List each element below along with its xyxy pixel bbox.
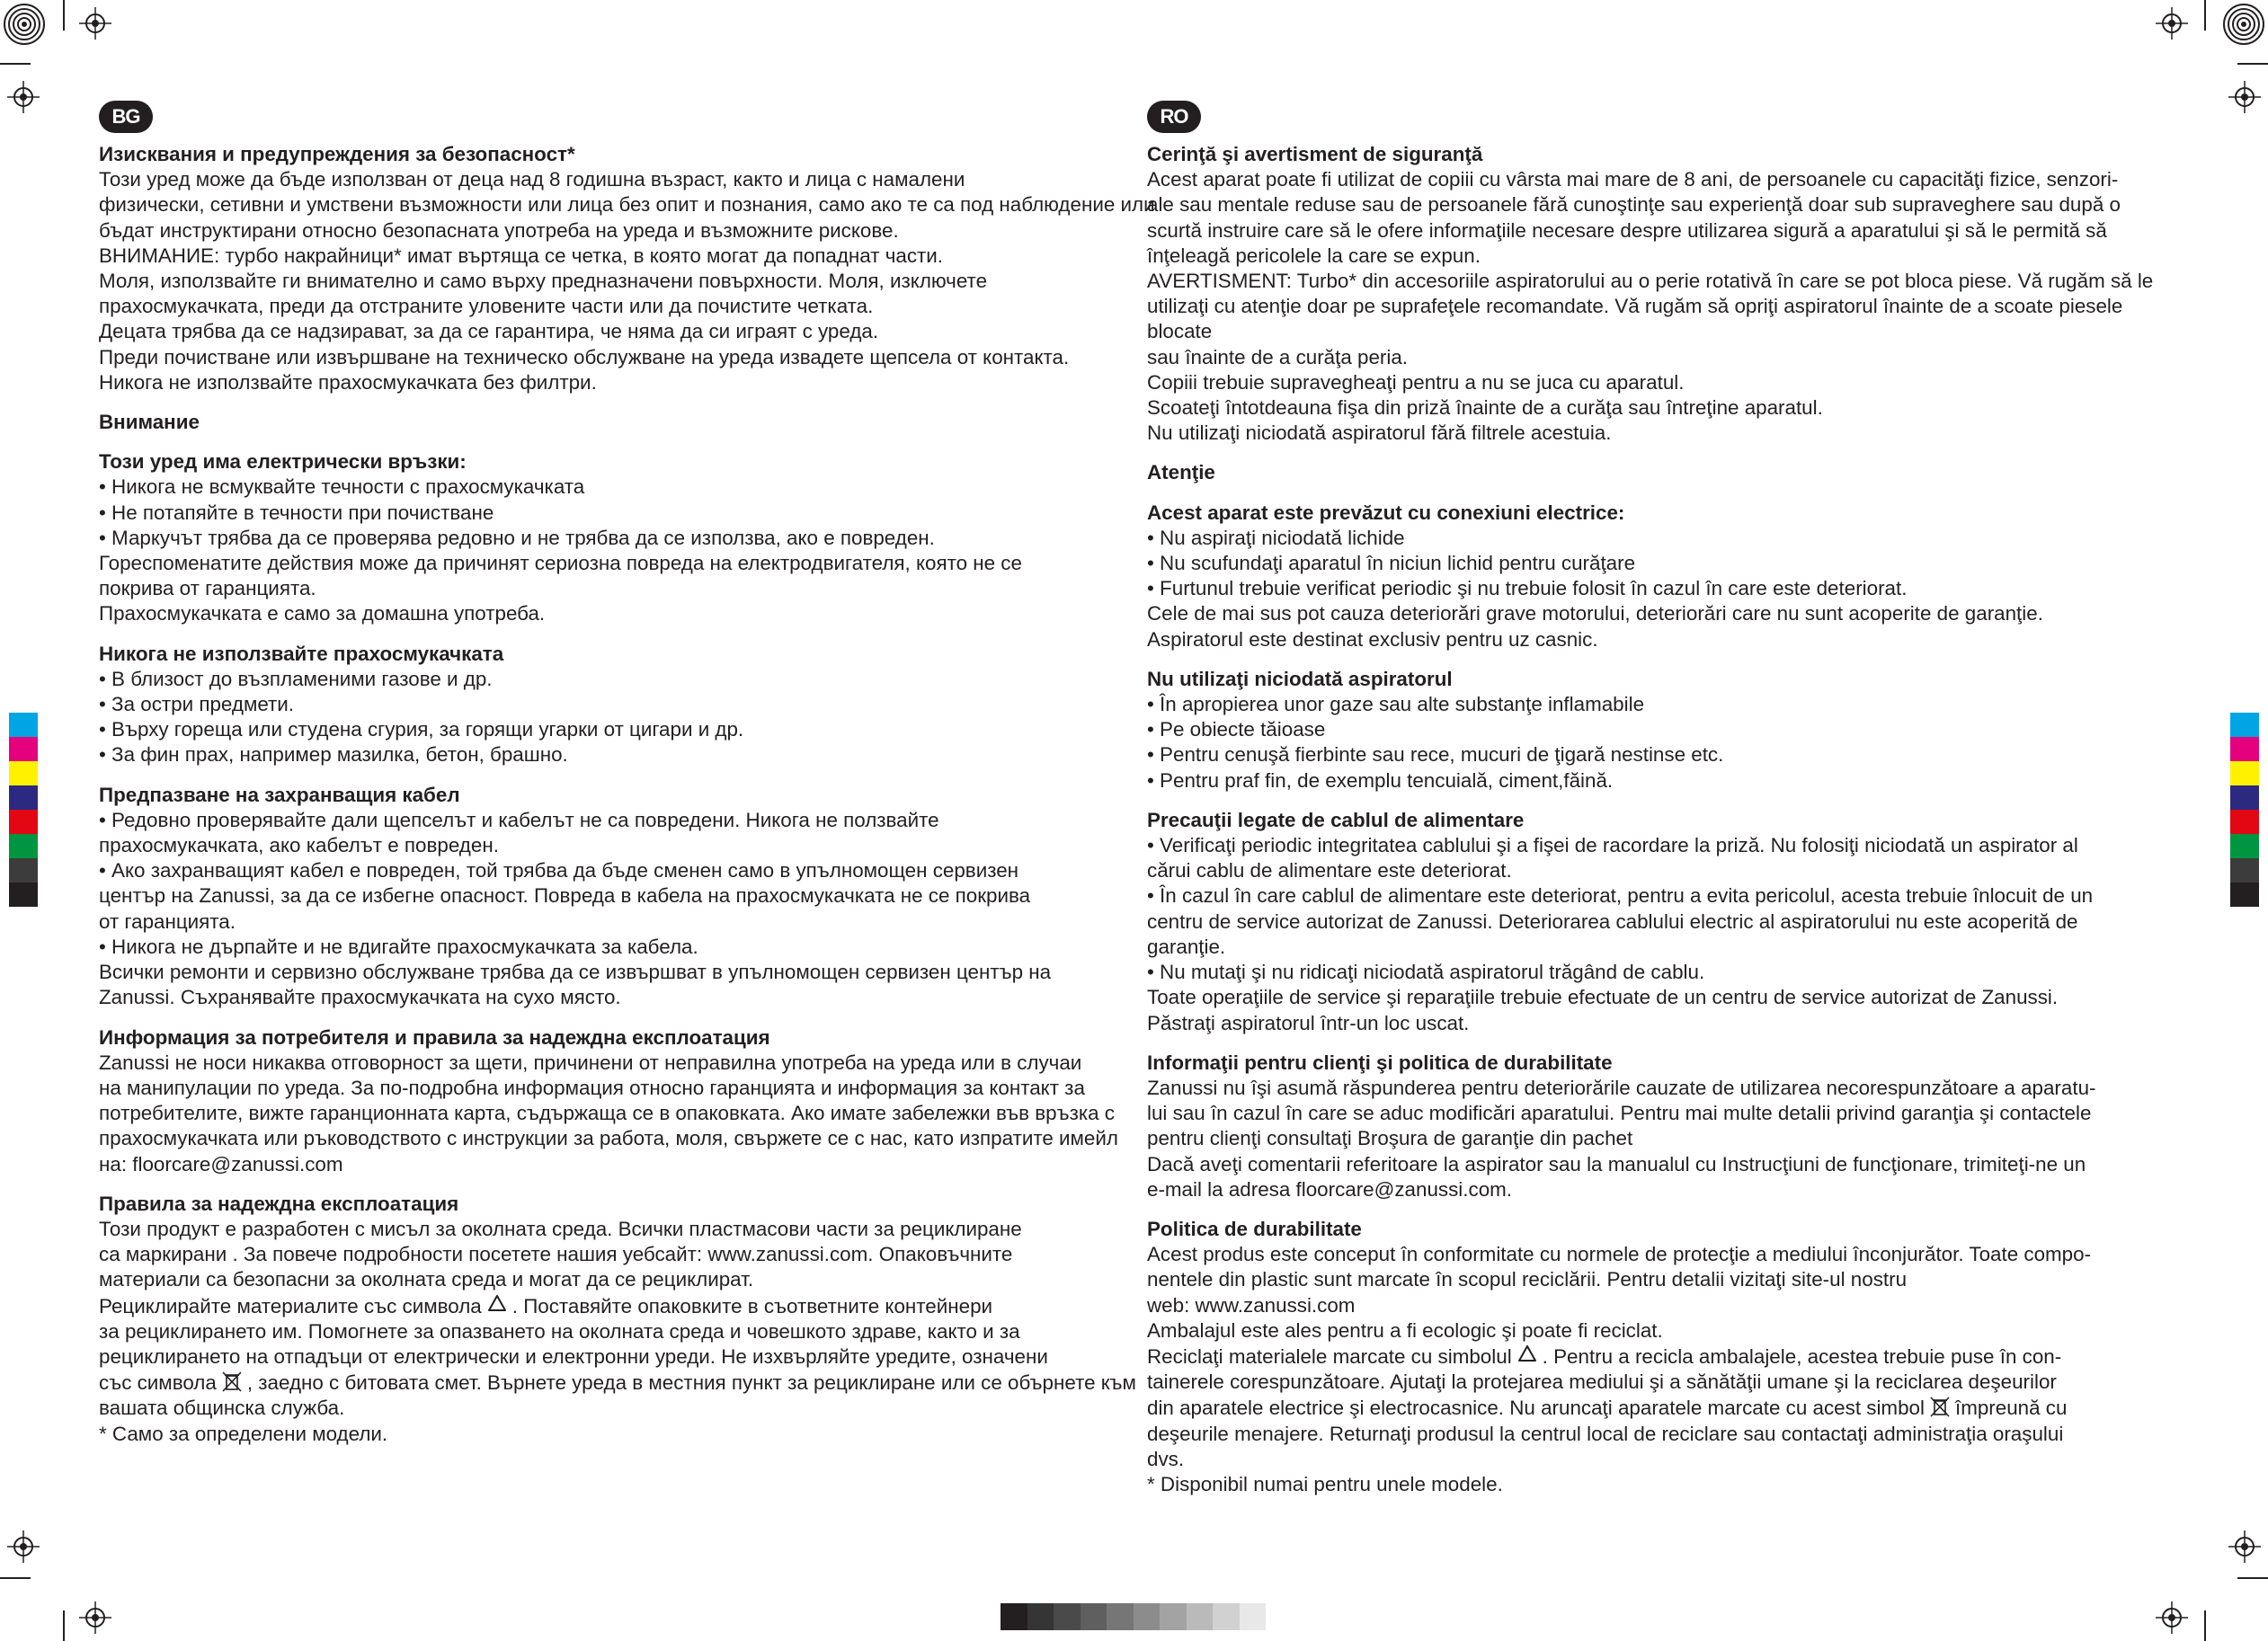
registration-mark-icon — [2156, 7, 2188, 40]
body-line: web: www.zanussi.com — [1147, 1293, 1356, 1317]
body-line: AVERTISMENT: Turbo* din accesoriile aspiratorului au o perie rotativă în care se pot bloca piese. Vă rugăm să le — [1147, 270, 2154, 293]
body-line: • Върху гореща или студена сгурия, за горящи угарки от цигари и др. — [99, 718, 744, 741]
body-line: • Никога не всмуквайте течности с прахосмукачката — [99, 475, 585, 499]
color-swatch — [2230, 713, 2259, 737]
section — [1147, 501, 2172, 652]
body-line: Гореспоменатите действия може да причинят сериозна повреда на електродвигателя, която не се — [99, 552, 1022, 575]
body-line: покрива от гаранцията. — [99, 577, 316, 600]
section-title: Правила за надеждна експлоатация — [99, 1192, 459, 1215]
body-line: Nu utilizaţi niciodată aspiratorul fără filtrele acestuia. — [1147, 421, 1612, 445]
gray-swatch — [1134, 1603, 1161, 1630]
gray-swatch — [1240, 1603, 1267, 1630]
body-line: * Само за определени модели. — [99, 1422, 388, 1445]
body-line: Dacă aveţi comentarii referitoare la aspirator sau la manualul cu Instrucţiuni de funcţionare, trimiteţi-ne un — [1147, 1152, 2086, 1175]
body-line: Cele de mai sus pot cauza deteriorări grave motorului, deteriorări care nu sunt acoperite de garanţie. — [1147, 602, 2043, 625]
body-line: Никога не използвайте прахосмукачката без филтри. — [99, 370, 597, 394]
body-line: Прахосмукачката е само за домашна употреба. — [99, 602, 546, 625]
color-swatch — [9, 858, 38, 883]
gray-swatch — [1213, 1603, 1240, 1630]
color-swatch — [9, 713, 38, 737]
body-line: ВНИМАНИЕ: турбо накрайници* имат въртяща се четка, в която могат да попаднат части. — [99, 244, 944, 267]
registration-mark-icon — [2156, 1601, 2188, 1634]
disposal-line — [99, 1370, 1155, 1396]
body-line: вашата общинска служба. — [99, 1397, 345, 1420]
disposal-line — [1147, 1395, 2172, 1421]
body-line: • Маркучът трябва да се проверява редовно и не трябва да се използва, ако е повреден. — [99, 526, 935, 549]
section-title: Внимание — [99, 411, 200, 434]
section-title: Nu utilizaţi niciodată aspiratorul — [1147, 667, 1453, 690]
gray-swatch — [1081, 1603, 1107, 1630]
recycle-icon — [485, 1293, 509, 1317]
trim-mark — [63, 0, 65, 31]
body-line: на манипулации по уреда. За по-подробна информация относно гаранцията и информация за контакт за — [99, 1076, 1085, 1099]
color-swatch — [9, 761, 38, 785]
registration-mark-icon — [2221, 2, 2266, 47]
gray-swatch — [1107, 1603, 1134, 1630]
registration-mark-icon — [7, 81, 40, 113]
registration-mark-icon — [2, 2, 47, 47]
body-line: e-mail la adresa floorcare@zanussi.com. — [1147, 1177, 1513, 1201]
body-line: deşeurile menajere. Returnaţi produsul la centrul local de reciclare sau contactaţi administraţia oraşului — [1147, 1422, 2064, 1445]
body-line: • Nu scufundaţi aparatul în niciun lichid pentru curăţare — [1147, 552, 1636, 575]
body-line: за рециклирането им. Помогнете за опазването на околната среда и човешкото здраве, както и за — [99, 1319, 1020, 1343]
registration-mark-icon — [2228, 81, 2261, 113]
body-line: • Ако захранващият кабел е повреден, той трябва да бъде сменен само в упълномощен сервизен — [99, 859, 1019, 883]
body-line: център на Zanussi, за да се избегне опасност. Повреда в кабела на прахосмукачката не се покрива — [99, 884, 1031, 908]
registration-mark-icon — [2228, 1530, 2261, 1563]
color-swatch — [9, 737, 38, 761]
section — [99, 449, 1155, 626]
gray-swatch — [1054, 1603, 1081, 1630]
recycle-line — [1147, 1344, 2172, 1370]
section-title: Cerinţă şi avertisment de siguranţă — [1147, 143, 1483, 165]
color-bar-left — [9, 713, 38, 907]
body-line: Този продукт е разработен с мисъл за околната среда. Всички пластмасови части за рециклиране — [99, 1217, 1022, 1240]
body-line: • Никога не дърпайте и не вдигайте прахосмукачката за кабела. — [99, 935, 698, 958]
body-line: рециклирането на отпадъци от електрически и електронни уреди. Не изхвърляйте уредите, означени — [99, 1344, 1048, 1368]
body-line: • Furtunul trebuie verificat periodic şi nu trebuie folosit în cazul în care este deteriorat. — [1147, 577, 1908, 600]
inline-text: Reciclaţi materialele marcate cu simbolul — [1147, 1344, 1512, 1368]
body-line: прахосмукачката или ръководството с инструкции за работа, моля, свържете се с нас, като изпратите имейл — [99, 1127, 1118, 1150]
section-title: Изисквания и предупреждения за безопасност* — [99, 143, 575, 165]
section-title: Предпазване на захранващия кабел — [99, 783, 460, 806]
color-swatch — [2230, 883, 2259, 907]
section — [1147, 460, 2172, 485]
body-line: Aspiratorul este destinat exclusiv pentru uz casnic. — [1147, 627, 1598, 651]
body-line: физически, сетивни и умствени възможности или лица без опит и познания, само ако те са под наблюдение или — [99, 193, 1155, 217]
body-line: • Verificaţi periodic integritatea cablului şi a fişei de racordare la priză. Nu folosiţi niciodată un aspirator al — [1147, 834, 2078, 857]
body-line: • Pentru cenuşă fierbinte sau rece, mucuri de ţigară nestinse etc. — [1147, 743, 1724, 767]
section — [99, 1192, 1155, 1447]
body-line: прахосмукачката, ако кабелът е повреден. — [99, 834, 499, 857]
body-line: cărui cablu de alimentare este deteriorat. — [1147, 859, 1512, 883]
body-line: Преди почистване или извършване на техническо обслужване на уреда извадете щепсела от контакта. — [99, 345, 1070, 368]
section — [1147, 1051, 2172, 1202]
section — [99, 783, 1155, 1011]
body-line: înţeleagă pericolele la care se expun. — [1147, 244, 1481, 267]
body-line: Copiii trebuie supravegheaţi pentru a nu se juca cu aparatul. — [1147, 370, 1685, 394]
section-title: Този уред има електрически връзки: — [99, 450, 467, 474]
body-line: Ambalajul este ales pentru a fi ecologic şi poate fi reciclat. — [1147, 1318, 1663, 1342]
body-line: Zanussi. Съхранявайте прахосмукачката на сухо място. — [99, 986, 621, 1009]
body-line: материали са безопасни за околната среда и могат да се рециклират. — [99, 1268, 754, 1291]
body-line: Zanussi nu îşi asumă răspunderea pentru deteriorările cauzate de utilizarea necorespunzătoare a aparatu- — [1147, 1076, 2096, 1099]
inline-text: . Pentru a recicla ambalajele, acestea trebuie puse în con- — [1542, 1344, 2062, 1368]
section — [99, 1025, 1155, 1177]
body-line: Всички ремонти и сервизно обслужване трябва да се извършват в упълномощен сервизен център на — [99, 961, 1052, 984]
color-swatch — [2230, 834, 2259, 858]
body-line: • За остри предмети. — [99, 693, 295, 716]
body-line: • Nu aspiraţi niciodată lichide — [1147, 526, 1405, 549]
body-line: • În cazul în care cablul de alimentare este deteriorat, pentru a evita pericolul, acesta trebuie înlocuit de un — [1147, 884, 2094, 908]
gray-swatch — [1001, 1603, 1027, 1630]
body-line: * Disponibil numai pentru unele modele. — [1147, 1472, 1503, 1495]
color-swatch — [2230, 810, 2259, 834]
body-line: centru de service autorizat de Zanussi. Deteriorarea cablului electric al aspiratorului nu este acoperită de — [1147, 909, 2078, 933]
body-line: Моля, използвайте ги внимателно и само върху предназначени повърхности. Моля, изключете — [99, 270, 988, 293]
body-line: • За фин прах, например мазилка, бетон, брашно. — [99, 743, 568, 767]
body-line: • Не потапяйте в течности при почистване — [99, 501, 494, 524]
registration-mark-icon — [7, 1530, 40, 1563]
body-line: • В близост до възпламеними газове и др. — [99, 667, 493, 690]
body-line: са маркирани . За повече подробности посетете нашия уебсайт: www.zanussi.com. Опаковъчните — [99, 1243, 1013, 1266]
grayscale-bar — [1001, 1603, 1266, 1630]
section — [1147, 808, 2172, 1036]
recycle-icon — [1516, 1344, 1539, 1367]
body-line: Păstraţi aspiratorul într-un loc uscat. — [1147, 1011, 1470, 1034]
recycle-line — [99, 1293, 1155, 1319]
section — [99, 410, 1155, 435]
body-line: • Nu mutaţi şi nu ridicaţi niciodată aspiratorul trăgând de cablu. — [1147, 961, 1705, 984]
section — [1147, 667, 2172, 794]
inline-text: din aparatele electrice şi electrocasnice. Nu aruncaţi aparatele marcate cu acest simbol — [1147, 1397, 1925, 1420]
inline-text: Рециклирайте материалите със символа — [99, 1294, 482, 1317]
trim-mark — [0, 63, 31, 65]
registration-mark-icon — [79, 1601, 111, 1634]
body-line: • Pentru praf fin, de exemplu tencuială, ciment,făină. — [1147, 768, 1614, 792]
section-title: Никога не използвайте прахосмукачката — [99, 642, 504, 665]
crossed-bin-icon — [220, 1370, 244, 1393]
body-line: прахосмукачката, преди да отстраните уловените части или да почистите четката. — [99, 295, 874, 318]
body-line: Toate operaţiile de service şi reparaţiile trebuie efectuate de un centru de service autorizat de Zanussi. — [1147, 986, 2059, 1009]
body-line: Децата трябва да се надзирават, за да се гарантира, че няма да си играят с уреда. — [99, 320, 879, 343]
body-line: Acest produs este conceput în conformitate cu normele de protecţie a mediului înconjurător. Toate compo- — [1147, 1243, 2092, 1266]
section — [99, 642, 1155, 768]
body-line: tainerele corespunzătoare. Ajutaţi la protejarea mediului şi a sănătăţii umane şi la reciclarea deşeurilor — [1147, 1370, 2057, 1394]
body-line: Zanussi не носи никаква отговорност за щети, причинени от неправилна употреба на уреда или в случаи — [99, 1051, 1082, 1074]
registration-mark-icon — [79, 7, 111, 40]
trim-mark — [63, 1610, 65, 1641]
section — [1147, 1217, 2172, 1497]
body-line: sau înainte de a curăţa peria. — [1147, 345, 1409, 368]
trim-mark — [2204, 0, 2206, 31]
section-title: Informaţii pentru clienţi şi politica de durabilitate — [1147, 1051, 1613, 1074]
body-line: pentru clienţi consultaţi Broşura de garanţie din pachet — [1147, 1127, 1633, 1150]
section — [99, 142, 1155, 395]
inline-text: împreună cu — [1954, 1397, 2068, 1420]
body-line: utilizaţi cu atenţie doar pe suprafeţele recomandate. Vă rugăm să opriţi aspiratorul înainte de a scoate piesele blocate — [1147, 295, 2123, 343]
section-title: Информация за потребителя и правила за надеждна експлоатация — [99, 1025, 770, 1049]
body-line: garanţie. — [1147, 935, 1226, 958]
body-line: на: floorcare@zanussi.com — [99, 1152, 343, 1175]
language-badge-bg: BG — [99, 101, 153, 133]
color-swatch — [2230, 785, 2259, 810]
inline-text: , заедно с битовата смет. Върнете уреда в местния пункт за рециклиране или се обърнете към — [246, 1371, 1136, 1395]
color-swatch — [2230, 761, 2259, 785]
color-swatch — [9, 883, 38, 907]
section-title: Precauţii legate de cablul de alimentare — [1147, 808, 1525, 831]
inline-text: със символа — [99, 1371, 217, 1395]
body-line: потребителите, вижте гаранционната карта, съдържаща се в опаковката. Ако имате забележки във връзка с — [99, 1102, 1115, 1125]
color-swatch — [2230, 737, 2259, 761]
crossed-bin-icon — [1928, 1395, 1952, 1418]
body-line: Acest aparat poate fi utilizat de copiii cu vârsta mai mare de 8 ani, de persoanele cu capacităţi fizice, senzori- — [1147, 168, 2119, 191]
body-line: • Pe obiecte tăioase — [1147, 718, 1326, 741]
gray-swatch — [1160, 1603, 1187, 1630]
section — [1147, 142, 2172, 446]
body-line: scurtă instruire care să le ofere informaţiile necesare despre utilizarea sigură a aparatului şi să le permită să — [1147, 218, 2107, 242]
gray-swatch — [1027, 1603, 1054, 1630]
body-line: • În apropierea unor gaze sau alte substanţe inflamabile — [1147, 693, 1645, 716]
color-bar-right — [2230, 713, 2259, 907]
color-swatch — [9, 810, 38, 834]
body-line: nentele din plastic sunt marcate în scopul reciclării. Pentru detalii vizitaţi site-ul nostru — [1147, 1268, 1908, 1291]
section-title: Politica de durabilitate — [1147, 1217, 1362, 1240]
color-swatch — [2230, 858, 2259, 883]
bulgarian-column — [99, 99, 1155, 1461]
body-line: от гаранцията. — [99, 909, 236, 933]
gray-swatch — [1187, 1603, 1214, 1630]
body-line: Scoateţi întotdeauna fişa din priză înainte de a curăţa sau întreţine aparatul. — [1147, 396, 1823, 420]
body-line: Този уред може да бъде използван от деца над 8 годишна възраст, както и лица с намалени — [99, 168, 965, 191]
body-line: ale sau mentale reduse sau de persoanele fără cunoştinţe sau experienţă doar sub supraveghere sau după o — [1147, 193, 2121, 217]
trim-mark — [2204, 1610, 2206, 1641]
body-line: • Редовно проверявайте дали щепселът и кабелът не са повредени. Никога не ползвайте — [99, 808, 939, 831]
color-swatch — [9, 785, 38, 810]
body-line: dvs. — [1147, 1447, 1185, 1470]
body-line: бъдат инструктирани относно безопасната употреба на уреда и възможните рискове. — [99, 218, 899, 242]
language-badge-ro: RO — [1147, 101, 1201, 133]
trim-mark — [0, 1577, 31, 1579]
trim-mark — [2237, 63, 2268, 65]
inline-text: . Поставяйте опаковките в съответните контейнери — [511, 1294, 993, 1317]
section-title: Atenţie — [1147, 461, 1215, 484]
color-swatch — [9, 834, 38, 858]
body-line: lui sau în cazul în care se aduc modificări aparatului. Pentru mai multe detalii privind garanţia şi contactele — [1147, 1102, 2092, 1125]
romanian-column — [1147, 99, 2172, 1512]
trim-mark — [2237, 1577, 2268, 1579]
section-title: Acest aparat este prevăzut cu conexiuni electrice: — [1147, 501, 1625, 524]
